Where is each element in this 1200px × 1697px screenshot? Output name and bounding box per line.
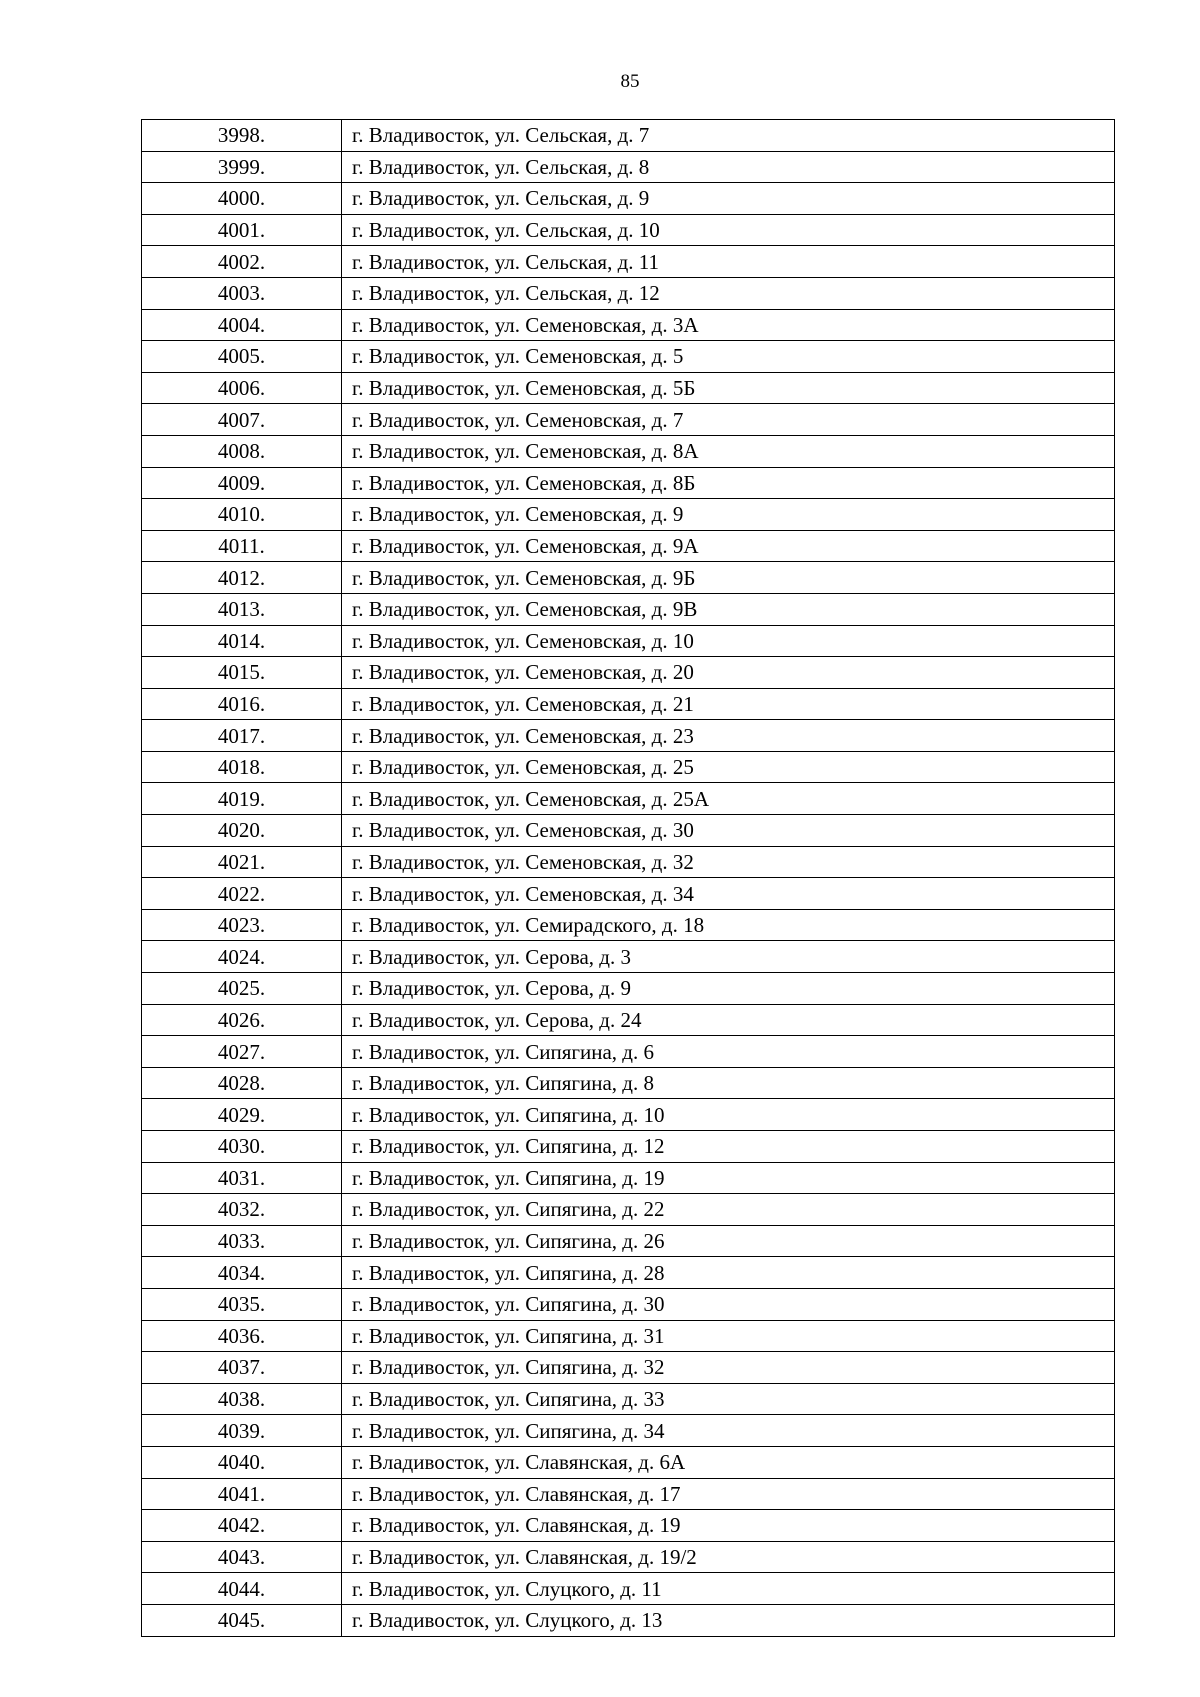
row-number-cell: 4012. (142, 562, 342, 594)
table-row (142, 562, 1115, 594)
table-row (142, 1446, 1115, 1478)
table-row (142, 1099, 1115, 1131)
row-number-cell: 4007. (142, 404, 342, 436)
address-cell: г. Владивосток, ул. Семеновская, д. 21 (342, 688, 1115, 720)
table-row (142, 1383, 1115, 1415)
address-cell: г. Владивосток, ул. Семирадского, д. 18 (342, 909, 1115, 941)
row-number-cell: 4014. (142, 625, 342, 657)
row-number-cell: 4003. (142, 277, 342, 309)
address-cell: г. Владивосток, ул. Семеновская, д. 7 (342, 404, 1115, 436)
table-row (142, 183, 1115, 215)
table-row (142, 435, 1115, 467)
address-cell: г. Владивосток, ул. Семеновская, д. 8А (342, 435, 1115, 467)
address-cell: г. Владивосток, ул. Слуцкого, д. 13 (342, 1604, 1115, 1636)
row-number-cell: 4009. (142, 467, 342, 499)
address-cell: г. Владивосток, ул. Сельская, д. 7 (342, 120, 1115, 152)
table-row (142, 1067, 1115, 1099)
row-number-cell: 4034. (142, 1257, 342, 1289)
row-number-cell: 4026. (142, 1004, 342, 1036)
address-cell: г. Владивосток, ул. Семеновская, д. 25А (342, 783, 1115, 815)
row-number-cell: 4006. (142, 372, 342, 404)
row-number-cell: 4043. (142, 1541, 342, 1573)
row-number-cell: 3998. (142, 120, 342, 152)
address-cell: г. Владивосток, ул. Серова, д. 9 (342, 973, 1115, 1005)
address-cell: г. Владивосток, ул. Сипягина, д. 28 (342, 1257, 1115, 1289)
table-row (142, 1288, 1115, 1320)
table-row (142, 246, 1115, 278)
table-row (142, 1194, 1115, 1226)
table-row (142, 878, 1115, 910)
address-cell: г. Владивосток, ул. Сипягина, д. 10 (342, 1099, 1115, 1131)
row-number-cell: 4019. (142, 783, 342, 815)
table-row (142, 1036, 1115, 1068)
table-row (142, 783, 1115, 815)
row-number-cell: 4004. (142, 309, 342, 341)
row-number-cell: 4031. (142, 1162, 342, 1194)
table-row (142, 1415, 1115, 1447)
table-row (142, 467, 1115, 499)
address-cell: г. Владивосток, ул. Славянская, д. 17 (342, 1478, 1115, 1510)
row-number-cell: 4025. (142, 973, 342, 1005)
address-cell: г. Владивосток, ул. Сипягина, д. 32 (342, 1352, 1115, 1384)
row-number-cell: 4005. (142, 341, 342, 373)
address-cell: г. Владивосток, ул. Сипягина, д. 22 (342, 1194, 1115, 1226)
address-cell: г. Владивосток, ул. Серова, д. 3 (342, 941, 1115, 973)
row-number-cell: 4027. (142, 1036, 342, 1068)
table-row (142, 720, 1115, 752)
table-row (142, 277, 1115, 309)
address-cell: г. Владивосток, ул. Семеновская, д. 5 (342, 341, 1115, 373)
table-row (142, 909, 1115, 941)
row-number-cell: 4008. (142, 435, 342, 467)
row-number-cell: 4013. (142, 593, 342, 625)
address-cell: г. Владивосток, ул. Сельская, д. 11 (342, 246, 1115, 278)
address-cell: г. Владивосток, ул. Семеновская, д. 9 (342, 499, 1115, 531)
table-row (142, 1352, 1115, 1384)
address-cell: г. Владивосток, ул. Семеновская, д. 9А (342, 530, 1115, 562)
row-number-cell: 4039. (142, 1415, 342, 1447)
row-number-cell: 4018. (142, 751, 342, 783)
row-number-cell: 4041. (142, 1478, 342, 1510)
row-number-cell: 4024. (142, 941, 342, 973)
row-number-cell: 4035. (142, 1288, 342, 1320)
address-cell: г. Владивосток, ул. Славянская, д. 19/2 (342, 1541, 1115, 1573)
address-cell: г. Владивосток, ул. Семеновская, д. 10 (342, 625, 1115, 657)
address-cell: г. Владивосток, ул. Семеновская, д. 32 (342, 846, 1115, 878)
table-row (142, 341, 1115, 373)
row-number-cell: 4015. (142, 657, 342, 689)
address-cell: г. Владивосток, ул. Серова, д. 24 (342, 1004, 1115, 1036)
row-number-cell: 4044. (142, 1573, 342, 1605)
page-number: 85 (620, 71, 640, 92)
address-cell: г. Владивосток, ул. Сельская, д. 10 (342, 214, 1115, 246)
row-number-cell: 4033. (142, 1225, 342, 1257)
row-number-cell: 4038. (142, 1383, 342, 1415)
address-cell: г. Владивосток, ул. Сипягина, д. 30 (342, 1288, 1115, 1320)
table-row (142, 120, 1115, 152)
address-cell: г. Владивосток, ул. Сипягина, д. 31 (342, 1320, 1115, 1352)
table-row (142, 309, 1115, 341)
table-row (142, 815, 1115, 847)
address-cell: г. Владивосток, ул. Славянская, д. 19 (342, 1510, 1115, 1542)
table-row (142, 1573, 1115, 1605)
table-row (142, 973, 1115, 1005)
row-number-cell: 4020. (142, 815, 342, 847)
table-row (142, 941, 1115, 973)
table-row (142, 499, 1115, 531)
row-number-cell: 4000. (142, 183, 342, 215)
row-number-cell: 4032. (142, 1194, 342, 1226)
row-number-cell: 4010. (142, 499, 342, 531)
table-row (142, 751, 1115, 783)
table-row (142, 214, 1115, 246)
address-cell: г. Владивосток, ул. Слуцкого, д. 11 (342, 1573, 1115, 1605)
address-cell: г. Владивосток, ул. Сельская, д. 8 (342, 151, 1115, 183)
address-cell: г. Владивосток, ул. Семеновская, д. 3А (342, 309, 1115, 341)
row-number-cell: 4036. (142, 1320, 342, 1352)
row-number-cell: 4042. (142, 1510, 342, 1542)
address-cell: г. Владивосток, ул. Сипягина, д. 12 (342, 1131, 1115, 1163)
row-number-cell: 4001. (142, 214, 342, 246)
row-number-cell: 4023. (142, 909, 342, 941)
row-number-cell: 4002. (142, 246, 342, 278)
address-cell: г. Владивосток, ул. Семеновская, д. 9В (342, 593, 1115, 625)
row-number-cell: 4037. (142, 1352, 342, 1384)
row-number-cell: 4028. (142, 1067, 342, 1099)
row-number-cell: 4029. (142, 1099, 342, 1131)
table-row (142, 1541, 1115, 1573)
address-cell: г. Владивосток, ул. Семеновская, д. 5Б (342, 372, 1115, 404)
table-row (142, 593, 1115, 625)
table-row (142, 1510, 1115, 1542)
table-row (142, 1004, 1115, 1036)
address-cell: г. Владивосток, ул. Семеновская, д. 20 (342, 657, 1115, 689)
table-row (142, 530, 1115, 562)
address-cell: г. Владивосток, ул. Сипягина, д. 26 (342, 1225, 1115, 1257)
row-number-cell: 4022. (142, 878, 342, 910)
address-cell: г. Владивосток, ул. Сипягина, д. 33 (342, 1383, 1115, 1415)
address-table (141, 119, 1115, 1637)
row-number-cell: 4040. (142, 1446, 342, 1478)
row-number-cell: 4045. (142, 1604, 342, 1636)
table-row (142, 1225, 1115, 1257)
row-number-cell: 4030. (142, 1131, 342, 1163)
table-row (142, 1131, 1115, 1163)
table-row (142, 1162, 1115, 1194)
address-cell: г. Владивосток, ул. Семеновская, д. 30 (342, 815, 1115, 847)
table-row (142, 1320, 1115, 1352)
table-row (142, 151, 1115, 183)
address-cell: г. Владивосток, ул. Семеновская, д. 8Б (342, 467, 1115, 499)
address-cell: г. Владивосток, ул. Славянская, д. 6А (342, 1446, 1115, 1478)
address-cell: г. Владивосток, ул. Сипягина, д. 8 (342, 1067, 1115, 1099)
row-number-cell: 4011. (142, 530, 342, 562)
address-cell: г. Владивосток, ул. Семеновская, д. 25 (342, 751, 1115, 783)
address-cell: г. Владивосток, ул. Сипягина, д. 19 (342, 1162, 1115, 1194)
table-row (142, 625, 1115, 657)
address-cell: г. Владивосток, ул. Семеновская, д. 23 (342, 720, 1115, 752)
table-row (142, 1478, 1115, 1510)
row-number-cell: 4016. (142, 688, 342, 720)
row-number-cell: 4017. (142, 720, 342, 752)
table-row (142, 1604, 1115, 1636)
address-cell: г. Владивосток, ул. Семеновская, д. 34 (342, 878, 1115, 910)
address-table-body (142, 120, 1115, 1637)
table-row (142, 372, 1115, 404)
table-row (142, 846, 1115, 878)
address-cell: г. Владивосток, ул. Семеновская, д. 9Б (342, 562, 1115, 594)
table-row (142, 1257, 1115, 1289)
address-cell: г. Владивосток, ул. Сипягина, д. 6 (342, 1036, 1115, 1068)
address-cell: г. Владивосток, ул. Сипягина, д. 34 (342, 1415, 1115, 1447)
table-row (142, 657, 1115, 689)
row-number-cell: 4021. (142, 846, 342, 878)
table-row (142, 404, 1115, 436)
address-cell: г. Владивосток, ул. Сельская, д. 9 (342, 183, 1115, 215)
table-row (142, 688, 1115, 720)
row-number-cell: 3999. (142, 151, 342, 183)
address-cell: г. Владивосток, ул. Сельская, д. 12 (342, 277, 1115, 309)
